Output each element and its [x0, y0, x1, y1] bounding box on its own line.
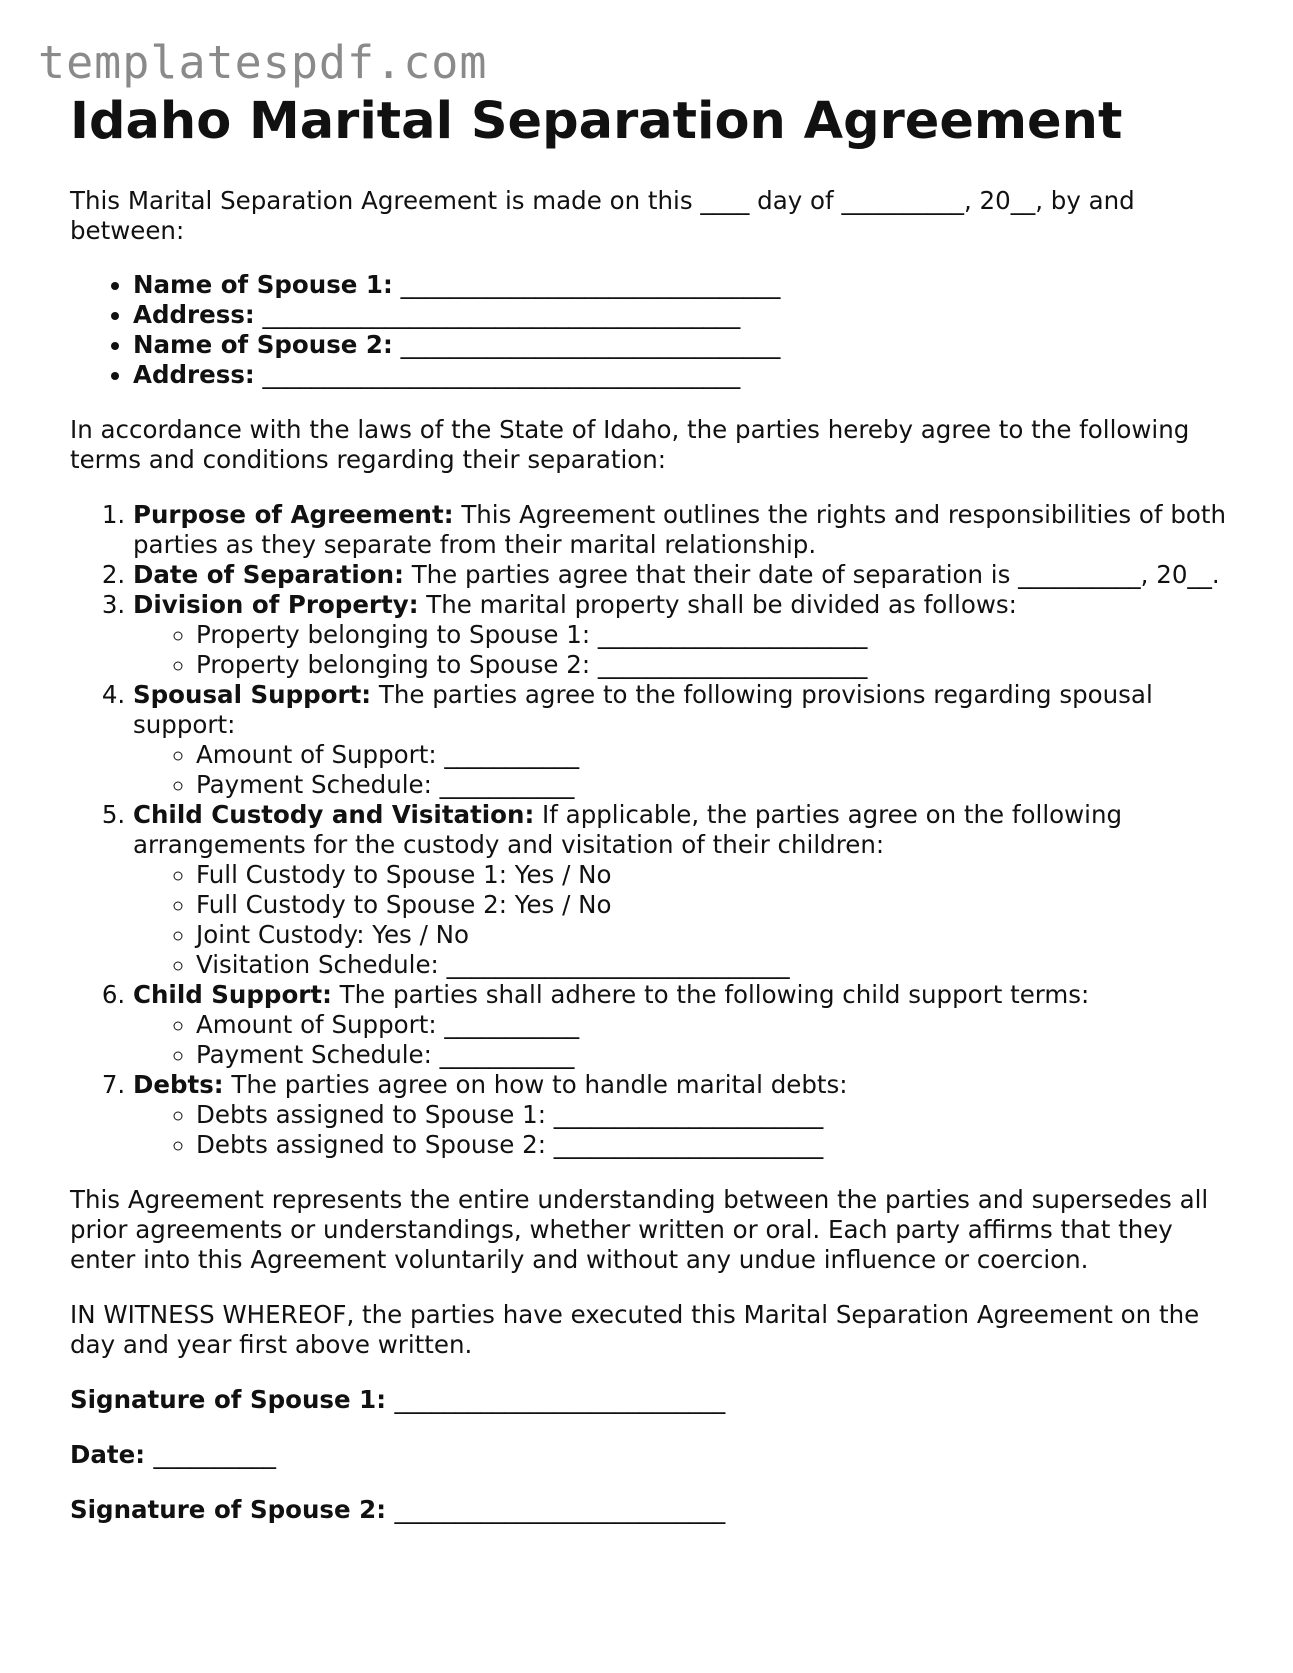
- signature-date: [70, 1440, 1230, 1470]
- terms-list: [70, 500, 1230, 1160]
- sub-item: ◦ Payment Schedule: ___________: [196, 1040, 1230, 1070]
- party-spouse-1-name: [133, 270, 1230, 300]
- term-text: The parties agree to the following provisions regarding spousal support:: [133, 680, 1153, 739]
- term-date-of-separation: [133, 560, 1230, 590]
- term-heading: Purpose of Agreement:: [133, 500, 454, 529]
- signature-spouse-1: [70, 1385, 1230, 1415]
- term-text: The parties agree on how to handle marital debts:: [231, 1070, 848, 1099]
- sub-item: ◦ Full Custody to Spouse 2: Yes / No: [196, 890, 1230, 920]
- signature-label: Signature of Spouse 1:: [70, 1385, 386, 1414]
- sub-item: ◦ Full Custody to Spouse 1: Yes / No: [196, 860, 1230, 890]
- party-spouse-1-address: [133, 300, 1230, 330]
- sub-item: ◦ Amount of Support: ___________: [196, 740, 1230, 770]
- sub-item: ◦ Debts assigned to Spouse 2: ______________________: [196, 1130, 1230, 1160]
- term-heading: Child Support:: [133, 980, 332, 1009]
- entire-agreement-paragraph: This Agreement represents the entire understanding between the parties and supersedes all prior agreements or understandings, whether written or oral. Each party affirms that they enter into this Agreement voluntarily and without any undue influence or coercion.: [70, 1185, 1209, 1274]
- blank-line: _______________________________: [400, 270, 781, 299]
- term-text: If applicable, the parties agree on the following arrangements for the custody and visitation of their children:: [133, 800, 1123, 859]
- term-text: This Agreement outlines the rights and responsibilities of both parties as they separate from their marital relationship.: [133, 500, 1227, 559]
- parties-list: [70, 270, 1230, 390]
- field-label: Address:: [133, 300, 255, 329]
- party-spouse-2-name: [133, 330, 1230, 360]
- sub-item: ◦ Amount of Support: ___________: [196, 1010, 1230, 1040]
- document-title: Idaho Marital Separation Agreement: [70, 92, 1123, 151]
- term-heading: Date of Separation:: [133, 560, 404, 589]
- sub-item: ◦ Joint Custody: Yes / No: [196, 920, 1230, 950]
- term-heading: Child Custody and Visitation:: [133, 800, 535, 829]
- term-child-custody: [133, 800, 1230, 980]
- sub-item: ◦ Payment Schedule: ___________: [196, 770, 1230, 800]
- blank-line: __________: [153, 1440, 277, 1469]
- signature-label: Signature of Spouse 2:: [70, 1495, 386, 1524]
- sub-item: ◦ Debts assigned to Spouse 1: ______________________: [196, 1100, 1230, 1130]
- term-division-of-property: [133, 590, 1230, 680]
- term-heading: Spousal Support:: [133, 680, 372, 709]
- field-label: Name of Spouse 2:: [133, 330, 393, 359]
- signature-label: Date:: [70, 1440, 145, 1469]
- sub-item: ◦ Property belonging to Spouse 1: ______________________: [196, 620, 1230, 650]
- sub-item: ◦ Visitation Schedule: ____________________________: [196, 950, 1230, 980]
- blank-line: _______________________________________: [262, 300, 741, 329]
- term-sublist: [133, 740, 1230, 800]
- term-debts: [133, 1070, 1230, 1160]
- term-text: The marital property shall be divided as follows:: [426, 590, 1017, 619]
- field-label: Address:: [133, 360, 255, 389]
- witness-paragraph: IN WITNESS WHEREOF, the parties have executed this Marital Separation Agreement on the day and year first above written.: [70, 1300, 1200, 1359]
- blank-line: ___________________________: [394, 1495, 726, 1524]
- term-sublist: [133, 1100, 1230, 1160]
- term-sublist: [133, 1010, 1230, 1070]
- field-label: Name of Spouse 1:: [133, 270, 393, 299]
- sub-item: ◦ Property belonging to Spouse 2: ______________________: [196, 650, 1230, 680]
- signature-spouse-2: [70, 1495, 1230, 1525]
- term-sublist: [133, 620, 1230, 680]
- party-spouse-2-address: [133, 360, 1230, 390]
- term-text: The parties shall adhere to the following child support terms:: [339, 980, 1090, 1009]
- term-heading: Debts:: [133, 1070, 224, 1099]
- term-spousal-support: [133, 680, 1230, 800]
- watermark-logo: templatespdf.com: [38, 36, 488, 89]
- blank-line: ___________________________: [394, 1385, 726, 1414]
- intro-paragraph: This Marital Separation Agreement is made on this ____ day of __________, 20__, by and between:: [70, 186, 1135, 245]
- term-child-support: [133, 980, 1230, 1070]
- term-purpose: [133, 500, 1230, 560]
- blank-line: _______________________________: [400, 330, 781, 359]
- term-heading: Division of Property:: [133, 590, 419, 619]
- document-page: [70, 88, 1230, 1525]
- term-sublist: [133, 860, 1230, 980]
- accordance-paragraph: In accordance with the laws of the State of Idaho, the parties hereby agree to the following terms and conditions regarding their separation:: [70, 415, 1190, 474]
- term-text: The parties agree that their date of separation is __________, 20__.: [411, 560, 1220, 589]
- blank-line: _______________________________________: [262, 360, 741, 389]
